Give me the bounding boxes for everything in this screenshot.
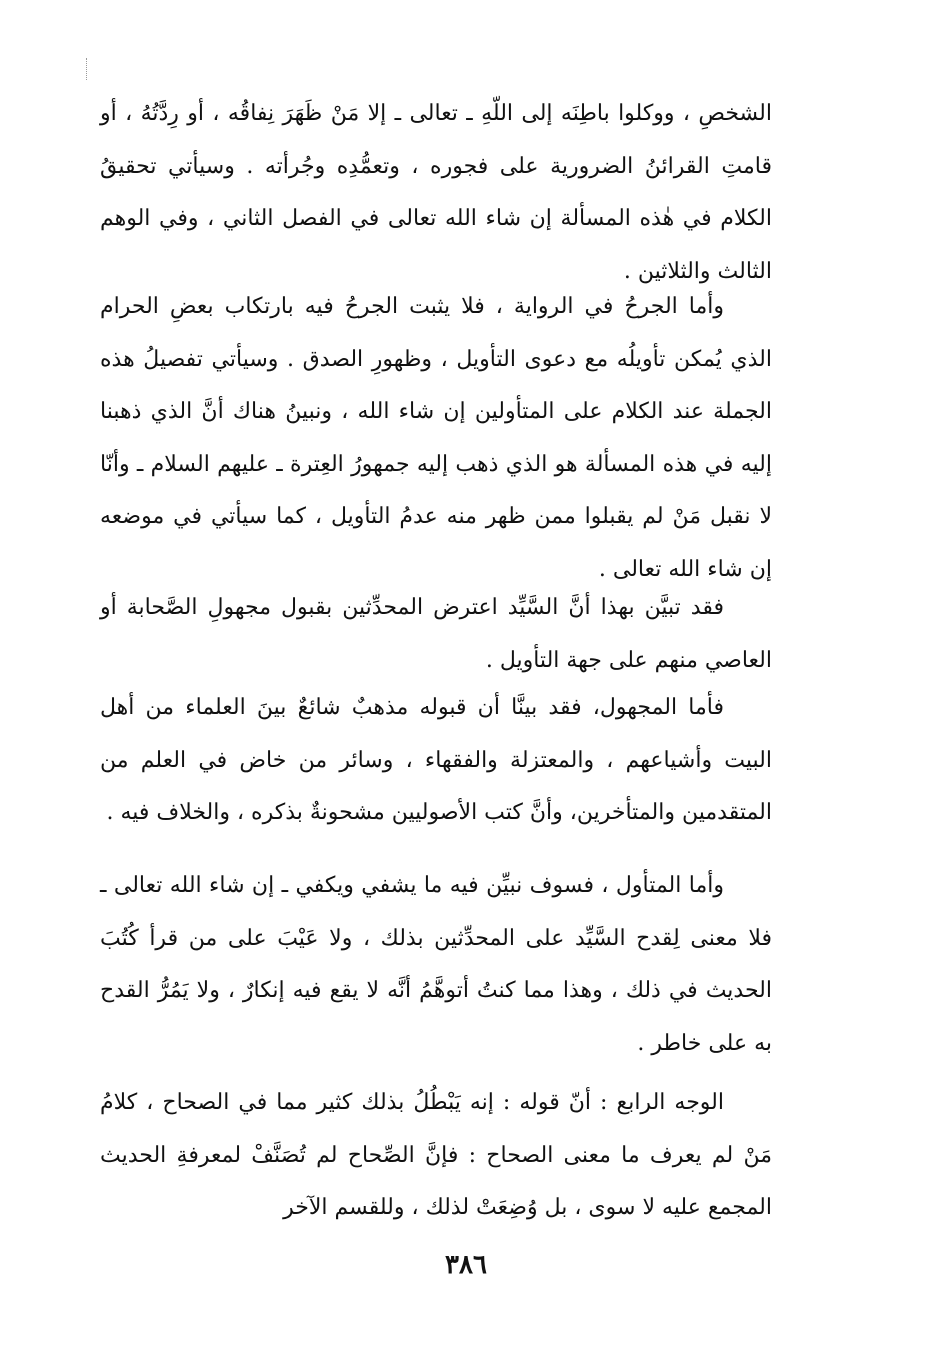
paragraph-4: فأما المجهول، فقد بينَّا أن قبوله مذهبٌ شائعٌ بينَ العلماء من أهل البيت وأشياعهم ، والمعتزلة والفقهاء ، وسائر من خاض في العلم من المتقدمين والمتأخرين، وأنَّ كتب الأصوليين مشحونةٌ بذكره ، والخلاف فيه . <box>100 695 772 825</box>
paragraph-5-block <box>100 860 772 1070</box>
margin-mark <box>86 58 89 80</box>
paragraph-2-block <box>100 281 772 596</box>
paragraph-4-block <box>100 682 772 840</box>
paragraph-6-block <box>100 1077 772 1235</box>
paragraph-2: وأما الجرحُ في الرواية ، فلا يثبت الجرحُ فيه بارتكاب بعضِ الحرام الذي يُمكن تأويلُه مع دعوى التأويل ، وظهورِ الصدق . وسيأتي تفصيلُ هذه الجملة عند الكلام على المتأولين إن شاء الله ، ونبينُ هناك أنَّ الذي ذهبنا إليه في هذه المسألة هو الذي ذهب إليه جمهورُ العِترة ـ عليهم السلام ـ وأنّا لا نقبل مَنْ لم يقبلوا ممن ظهر منه عدمُ التأويل ، كما سيأتي في موضعه إن شاء الله تعالى . <box>100 294 772 582</box>
paragraph-1-block <box>100 88 772 298</box>
page-number: ٣٨٦ <box>445 1250 487 1280</box>
paragraph-3-block <box>100 582 772 687</box>
paragraph-6: الوجه الرابع : أنّ قوله : إنه يَبْطُلُ بذلك كثير مما في الصحاح ، كلامُ مَنْ لم يعرف ما معنى الصحاح : فإنَّ الصِّحاح لم تُصَنَّفْ لمعرفةِ الحديث المجمع عليه لا سوى ، بل وُضِعَتْ لذلك ، وللقسم الآخر <box>100 1090 772 1220</box>
paragraph-5: وأما المتأول ، فسوف نبيِّن فيه ما يشفي ويكفي ـ إن شاء الله تعالى ـ فلا معنى لِقدح السَّيِّد على المحدِّثين بذلك ، ولا عَيْبَ على من قرأ كُتُبَ الحديث في ذلك ، وهذا مما كنتُ أتوهَّمُ أنَّه لا يقع فيه إنكارٌ ، ولا يَمُرُّ القدح به على خاطر . <box>100 873 772 1056</box>
paragraph-1: الشخصِ ، ووكلوا باطِنَه إلى اللّهِ ـ تعالى ـ إلا مَنْ ظَهَرَ نِفاقُه ، أو رِدَّتُهُ ، أو قامتِ القرائنُ الضرورية على فجوره ، وتعمُّدِه وجُرأته . وسيأتي تحقيقُ الكلام في هٰذه المسألة إن شاء الله تعالى في الفصل الثاني ، وفي الوهم الثالث والثلاثين . <box>100 101 772 284</box>
paragraph-3: فقد تبيَّن بهذا أنَّ السَّيِّد اعترض المحدِّثين بقبول مجهولِ الصَّحابة أو العاصي منهم على جهة التأويل . <box>100 595 772 673</box>
